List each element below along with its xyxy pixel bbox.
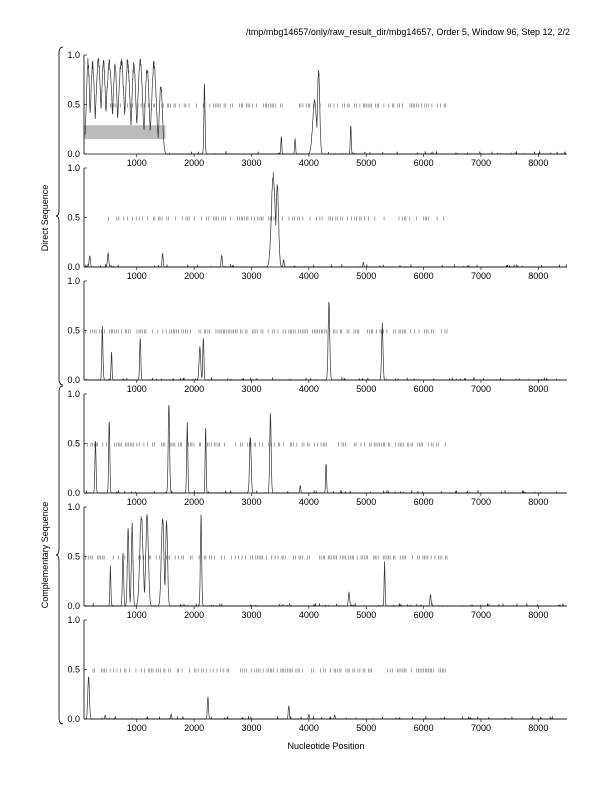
signal-line [85,405,567,493]
x-tick-label: 4000 [298,497,319,507]
x-tick-label: 8000 [528,271,549,281]
y-tick-label: 1.0 [67,502,80,512]
x-tick-label: 8000 [528,158,549,168]
panel-6 [67,615,567,733]
x-tick-label: 5000 [356,497,377,507]
y-tick-label: 0.5 [67,664,80,675]
panel-5 [67,502,567,620]
x-tick-label: 4000 [298,384,319,394]
x-tick-label: 2000 [184,384,205,394]
y-tick-label: 0.0 [67,375,80,385]
y-tick-label: 0.0 [67,714,80,724]
signal-line [85,172,567,267]
x-tick-label: 6000 [413,271,434,281]
x-tick-label: 2000 [184,610,205,620]
x-tick-label: 1000 [126,158,147,168]
y-tick-label: 0.0 [67,601,80,611]
figure-title: /tmp/mbg14657/only/raw_result_dir/mbg14657, Order 5, Window 96, Step 12, 2/2 [245,27,570,37]
x-tick-label: 1000 [126,723,147,733]
x-tick-label: 2000 [184,158,205,168]
x-tick-label: 3000 [241,158,262,168]
x-tick-label: 1000 [126,497,147,507]
x-tick-label: 2000 [184,723,205,733]
panel-1 [67,50,567,168]
x-tick-label: 7000 [470,384,491,394]
x-tick-label: 7000 [470,271,491,281]
x-tick-label: 1000 [126,271,147,281]
y-tick-label: 1.0 [67,50,80,60]
x-tick-label: 5000 [356,384,377,394]
panel-3 [67,276,567,394]
x-tick-label: 3000 [241,610,262,620]
x-tick-label: 2000 [184,271,205,281]
y-tick-label: 0.5 [67,438,80,449]
x-tick-label: 8000 [528,723,549,733]
x-tick-label: 8000 [528,497,549,507]
signal-line [85,58,567,154]
y-tick-label: 1.0 [67,389,80,399]
x-tick-label: 1000 [126,610,147,620]
x-tick-label: 7000 [470,723,491,733]
x-tick-label: 7000 [470,610,491,620]
x-tick-label: 2000 [184,497,205,507]
direct-sequence-label: Direct Sequence [40,184,50,252]
y-tick-label: 0.0 [67,488,80,498]
x-tick-label: 3000 [241,723,262,733]
x-tick-label: 4000 [298,723,319,733]
x-tick-label: 8000 [528,384,549,394]
x-tick-label: 6000 [413,384,434,394]
highlight-box [84,125,165,139]
panel-2 [67,163,567,281]
complementary-sequence-brace [56,386,63,724]
x-tick-label: 6000 [413,723,434,733]
x-tick-label: 3000 [241,497,262,507]
y-tick-label: 1.0 [67,163,80,173]
y-tick-label: 1.0 [67,615,80,625]
x-tick-label: 3000 [241,271,262,281]
y-tick-label: 0.5 [67,551,80,562]
x-tick-label: 4000 [298,158,319,168]
x-tick-label: 3000 [241,384,262,394]
x-tick-label: 8000 [528,610,549,620]
panels-group [56,47,567,733]
x-tick-label: 7000 [470,497,491,507]
x-tick-label: 7000 [470,158,491,168]
signal-line [85,514,567,606]
signal-line [85,677,567,719]
x-tick-label: 6000 [413,158,434,168]
direct-sequence-brace [56,47,63,385]
x-tick-label: 6000 [413,497,434,507]
y-tick-label: 0.5 [67,99,80,110]
x-tick-label: 6000 [413,610,434,620]
x-tick-label: 5000 [356,610,377,620]
y-tick-label: 0.5 [67,325,80,336]
x-tick-label: 5000 [356,723,377,733]
complementary-sequence-label: Complementary Sequence [40,501,50,609]
y-tick-label: 0.0 [67,262,80,272]
x-axis-label: Nucleotide Position [287,741,365,751]
y-tick-label: 0.0 [67,149,80,159]
panel-4 [67,389,567,507]
x-tick-label: 5000 [356,158,377,168]
x-tick-label: 5000 [356,271,377,281]
y-tick-label: 0.5 [67,212,80,223]
signal-line [85,302,567,380]
x-tick-label: 4000 [298,271,319,281]
y-tick-label: 1.0 [67,276,80,286]
x-tick-label: 4000 [298,610,319,620]
x-tick-label: 1000 [126,384,147,394]
